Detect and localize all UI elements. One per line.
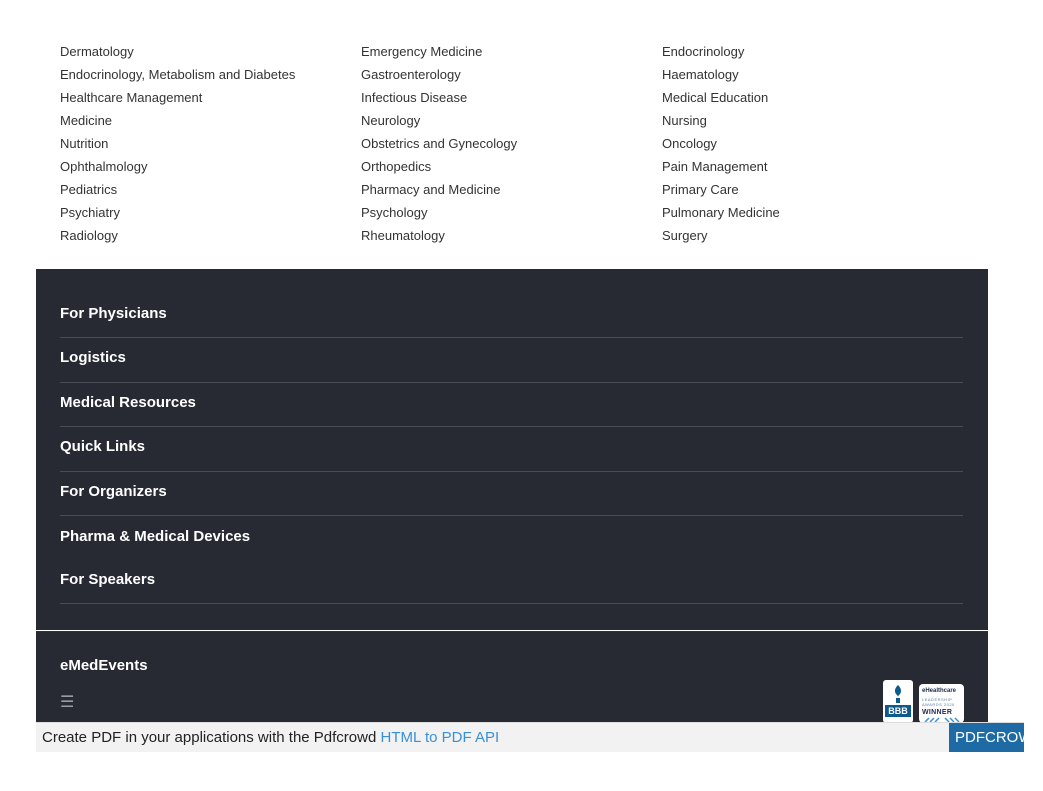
- award-line: LEADERSHIP: [922, 697, 953, 702]
- footer-divider: [60, 471, 963, 472]
- award-winner-label: WINNER: [922, 709, 953, 716]
- specialty-link[interactable]: Infectious Disease: [361, 90, 468, 105]
- footer-section-for-organizers[interactable]: For Organizers: [60, 482, 167, 500]
- footer-section-pharma-medical-devices[interactable]: Pharma & Medical Devices: [60, 527, 251, 545]
- specialty-link[interactable]: Medical Education: [662, 90, 769, 105]
- specialty-link[interactable]: Obstetrics and Gynecology: [361, 136, 518, 151]
- specialty-link[interactable]: Surgery: [662, 228, 708, 243]
- footer-divider: [60, 426, 963, 427]
- specialty-link[interactable]: Psychology: [361, 205, 428, 220]
- specialty-link[interactable]: Endocrinology, Metabolism and Diabetes: [60, 67, 296, 82]
- specialty-link[interactable]: Neurology: [361, 113, 421, 128]
- specialty-link[interactable]: Orthopedics: [361, 159, 432, 174]
- pdfcrowd-message: [42, 729, 499, 746]
- pdfcrowd-logo[interactable]: PDFCROWD: [949, 723, 1024, 752]
- specialty-link[interactable]: Medicine: [60, 113, 113, 128]
- specialty-link[interactable]: Pharmacy and Medicine: [361, 182, 501, 197]
- award-line: AWARDS 2020: [922, 702, 955, 707]
- specialty-link[interactable]: Oncology: [662, 136, 717, 151]
- footer-bottom: [36, 631, 988, 723]
- specialty-link[interactable]: Pediatrics: [60, 182, 118, 197]
- menu-icon[interactable]: ☰: [60, 694, 75, 711]
- footer-divider: [60, 603, 963, 604]
- footer-section-medical-resources[interactable]: Medical Resources: [60, 393, 196, 411]
- specialty-link[interactable]: Pain Management: [662, 159, 768, 174]
- specialty-link[interactable]: Nutrition: [60, 136, 109, 151]
- specialty-link[interactable]: Nursing: [662, 113, 707, 128]
- pdfcrowd-message-text: Create PDF in your applications with the Pdfcrowd: [42, 729, 381, 746]
- specialty-link[interactable]: Gastroenterology: [361, 67, 461, 82]
- specialty-link[interactable]: Dermatology: [60, 44, 134, 59]
- footer-section-for-physicians[interactable]: For Physicians: [60, 304, 167, 322]
- specialty-link[interactable]: Endocrinology: [662, 44, 745, 59]
- bbb-accreditation-badge[interactable]: [883, 680, 913, 723]
- footer-section-logistics[interactable]: Logistics: [60, 348, 126, 366]
- html-to-pdf-api-link[interactable]: HTML to PDF API: [380, 729, 500, 746]
- specialty-link[interactable]: Healthcare Management: [60, 90, 203, 105]
- pdfcrowd-banner: [36, 722, 1043, 752]
- bbb-torch-icon: [891, 685, 905, 703]
- ehealthcare-award-badge[interactable]: [919, 684, 964, 723]
- specialty-link[interactable]: Psychiatry: [60, 205, 120, 220]
- bbb-label: BBB: [885, 705, 911, 717]
- specialty-link[interactable]: Pulmonary Medicine: [662, 205, 780, 220]
- specialty-link[interactable]: Radiology: [60, 228, 118, 243]
- footer-divider: [60, 337, 963, 338]
- footer-divider: [60, 382, 963, 383]
- specialty-link[interactable]: Ophthalmology: [60, 159, 148, 174]
- specialty-link[interactable]: Primary Care: [662, 182, 739, 197]
- specialty-link[interactable]: Emergency Medicine: [361, 44, 483, 59]
- specialties-list: [60, 40, 963, 247]
- footer-menu: [36, 269, 988, 630]
- brand-name[interactable]: eMedEvents: [60, 657, 148, 674]
- award-brand: eHealthcare: [922, 688, 957, 694]
- specialty-link[interactable]: Haematology: [662, 67, 739, 82]
- specialty-link[interactable]: Rheumatology: [361, 228, 445, 243]
- footer-section-for-speakers[interactable]: For Speakers: [60, 570, 156, 588]
- footer-section-quick-links[interactable]: Quick Links: [60, 437, 146, 455]
- footer-divider: [60, 515, 963, 516]
